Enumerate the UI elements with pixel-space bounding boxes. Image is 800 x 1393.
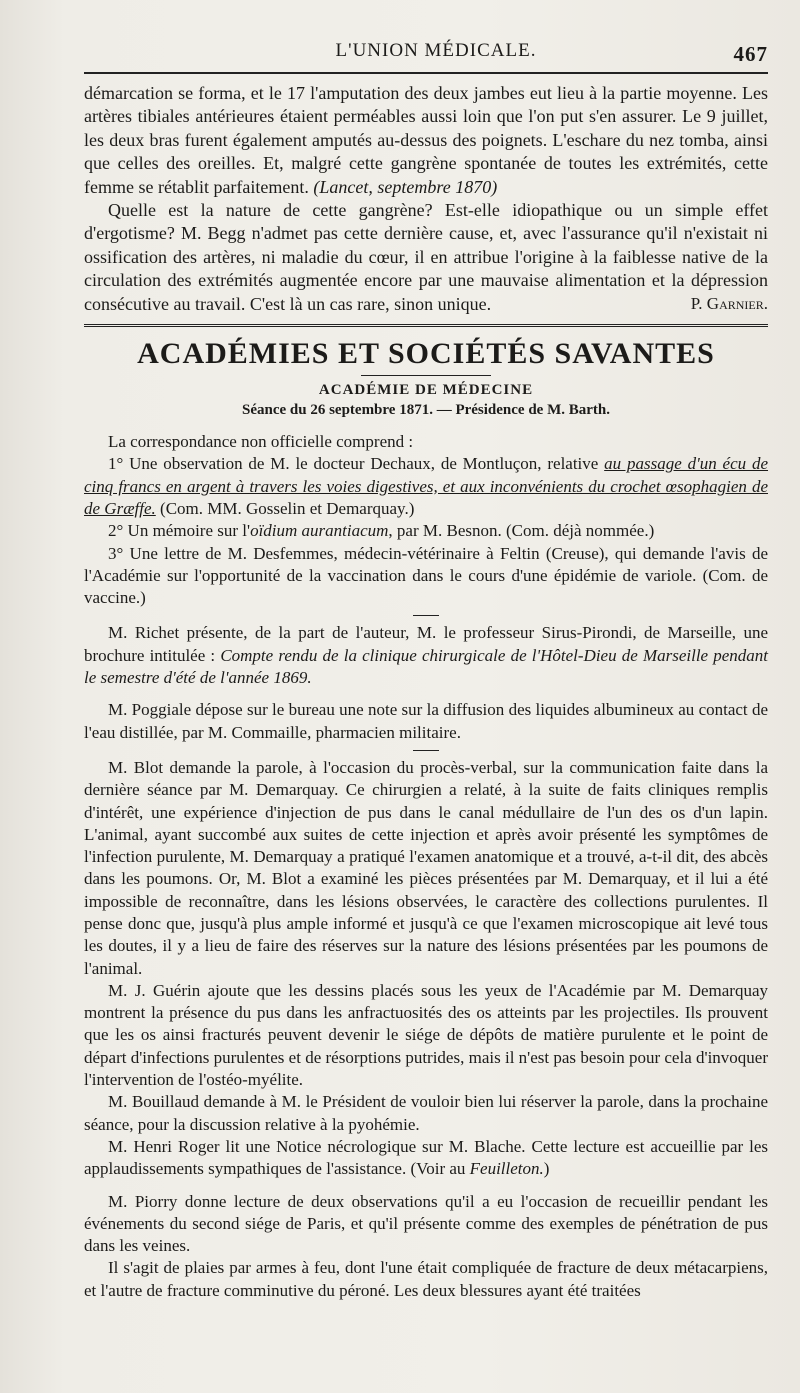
correspondence-item-1: 1° Une observation de M. le docteur Dechaux, de Montluçon, relative au passage d'un écu de cinq francs en argent à travers les voies digestives, et aux inconvénients du crochet œsophagien de de Græffe. (Com. MM. Gosselin et Demarquay.) <box>84 454 769 518</box>
blot-paragraph: M. Blot demande la parole, à l'occasion du procès-verbal, sur la communication faite dans la dernière séance par M. Demarquay. Ce chirurgien a relaté, à la suite de faits cliniques remplis d'intérêt, une expérience d'injection de pus dans le canal médullaire de l'un des os d'un lapin. L'animal, ayant succombé aux suites de cette injection et après avoir présenté les symptômes de l'infection purulente, M. Demarquay a pratiqué l'examen anatomique et a trouvé, a-t-il dit, des abcès dans les poumons. Or, M. Blot a examiné les pièces présentées par M. Demarquay, et il lui a été impossible de reconnaître, dans les lésions observées, le caractère des collections purulentes. Il pense donc que, jusqu'à plus ample informé et jusqu'à ce que l'examen microscopique ait levé tous les doutes, il y a lieu de faire des réserves sur la nature des lésions présentées par les poumons de l'animal. <box>84 757 768 978</box>
page-number: 467 <box>733 42 768 66</box>
intro-paragraph-1: démarcation se forma, et le 17 l'amputation des deux jambes eut lieu à la partie moyenne. Les artères tibiales antérieures étaient perméables aussi loin que l'on put s'en assurer. Le 9 juillet, les deux bras furent également amputés au-dessus des poignets. L'eschare du nez tomba, ainsi que celles des oreilles. Et, malgré cette gangrène spontanée de toutes les extrémités, cette femme se rétablit parfaitement. (Lancet, septembre 1870) <box>84 83 768 197</box>
separator <box>413 750 439 751</box>
correspondence-intro: La correspondance non officielle comprend : <box>108 432 414 452</box>
section-short-rule <box>361 375 491 376</box>
journal-title: L'UNION MÉDICALE. <box>335 40 537 61</box>
poggiale-paragraph: M. Poggiale dépose sur le bureau une note sur la diffusion des liquides albumineux au contact de l'eau distillée, par M. Commaille, pharmacien militaire. <box>84 700 768 742</box>
intro-source: (Lancet, septembre 1870) <box>313 176 498 197</box>
roger-paragraph: M. Henri Roger lit une Notice nécrologique sur M. Blache. Cette lecture est accueillie par les applaudissements sympathiques de l'assistance. (Voir au Feuilleton.) <box>84 1136 768 1179</box>
piorry-paragraph: M. Piorry donne lecture de deux observations qu'il a eu l'occasion de recueillir pendant les événements du second siége de Paris, et qu'il présente comme des exemples de pénétration de pus dans les veines. <box>84 1191 768 1256</box>
guerin-paragraph: M. J. Guérin ajoute que les dessins placés sous les yeux de l'Académie par M. Demarquay montrent la présence du pus dans les anfractuosités des os atteints par les projectiles. Ils prouvent que les os ainsi fracturés peuvent devenir le siége de dépôts de matière purulente et le point de départ d'infections purulentes et de résorptions putrides, mais il n'est pas besoin pour cela d'invoquer l'intervention de l'ostéo-myélite. <box>84 980 768 1090</box>
correspondence-item-3: 3° Une lettre de M. Desfemmes, médecin-vétérinaire à Feltin (Creuse), qui demande l'avis de l'Académie sur l'opportunité de la vaccination dans le cours d'une épidémie de variole. (Com. de vaccine.) <box>84 543 768 608</box>
header-rule <box>84 72 768 74</box>
separator <box>413 615 439 616</box>
running-header <box>84 40 768 70</box>
final-paragraph: Il s'agit de plaies par armes à feu, dont l'une était compliquée de fracture de deux métacarpiens, et l'autre de fracture comminutive du péroné. Les deux blessures ayant été traitées <box>84 1258 768 1300</box>
section-rule <box>84 324 768 327</box>
session-line: Séance du 26 septembre 1871. — Présidence de M. Barth. <box>241 402 610 419</box>
signature: P. Garnier. <box>690 294 768 314</box>
section-subtitle: ACADÉMIE DE MÉDECINE <box>318 382 534 399</box>
intro-paragraph-2: Quelle est la nature de cette gangrène? Est-elle idiopathique ou un simple effet d'ergotisme? M. Begg n'admet pas cette dernière cause, et, avec l'assurance qu'il n'existait ni ossification des artères, ni maladie du cœur, il en attribue l'origine à la faiblesse native de la circulation des extrémités augmentée encore par une mauvaise alimentation et la dépression consécutive au travail. C'est là un cas rare, sinon unique. <box>84 200 768 314</box>
bouillaud-paragraph: M. Bouillaud demande à M. le Président de vouloir bien lui réserver la parole, dans la prochaine séance, pour la discussion relative à la pyohémie. <box>84 1092 768 1134</box>
correspondence-item-2: 2° Un mémoire sur l'oïdium aurantiacum, par M. Besnon. (Com. déjà nommée.) <box>108 521 655 541</box>
section-title: ACADÉMIES ET SOCIÉTÉS SAVANTES <box>137 337 715 371</box>
richet-paragraph: M. Richet présente, de la part de l'auteur, M. le professeur Sirus-Pirondi, de Marseille, une brochure intitulée : Compte rendu de la clinique chirurgicale de l'Hôtel-Dieu de Marseille pendant le semestre d'été de l'année 1869. <box>84 623 769 688</box>
